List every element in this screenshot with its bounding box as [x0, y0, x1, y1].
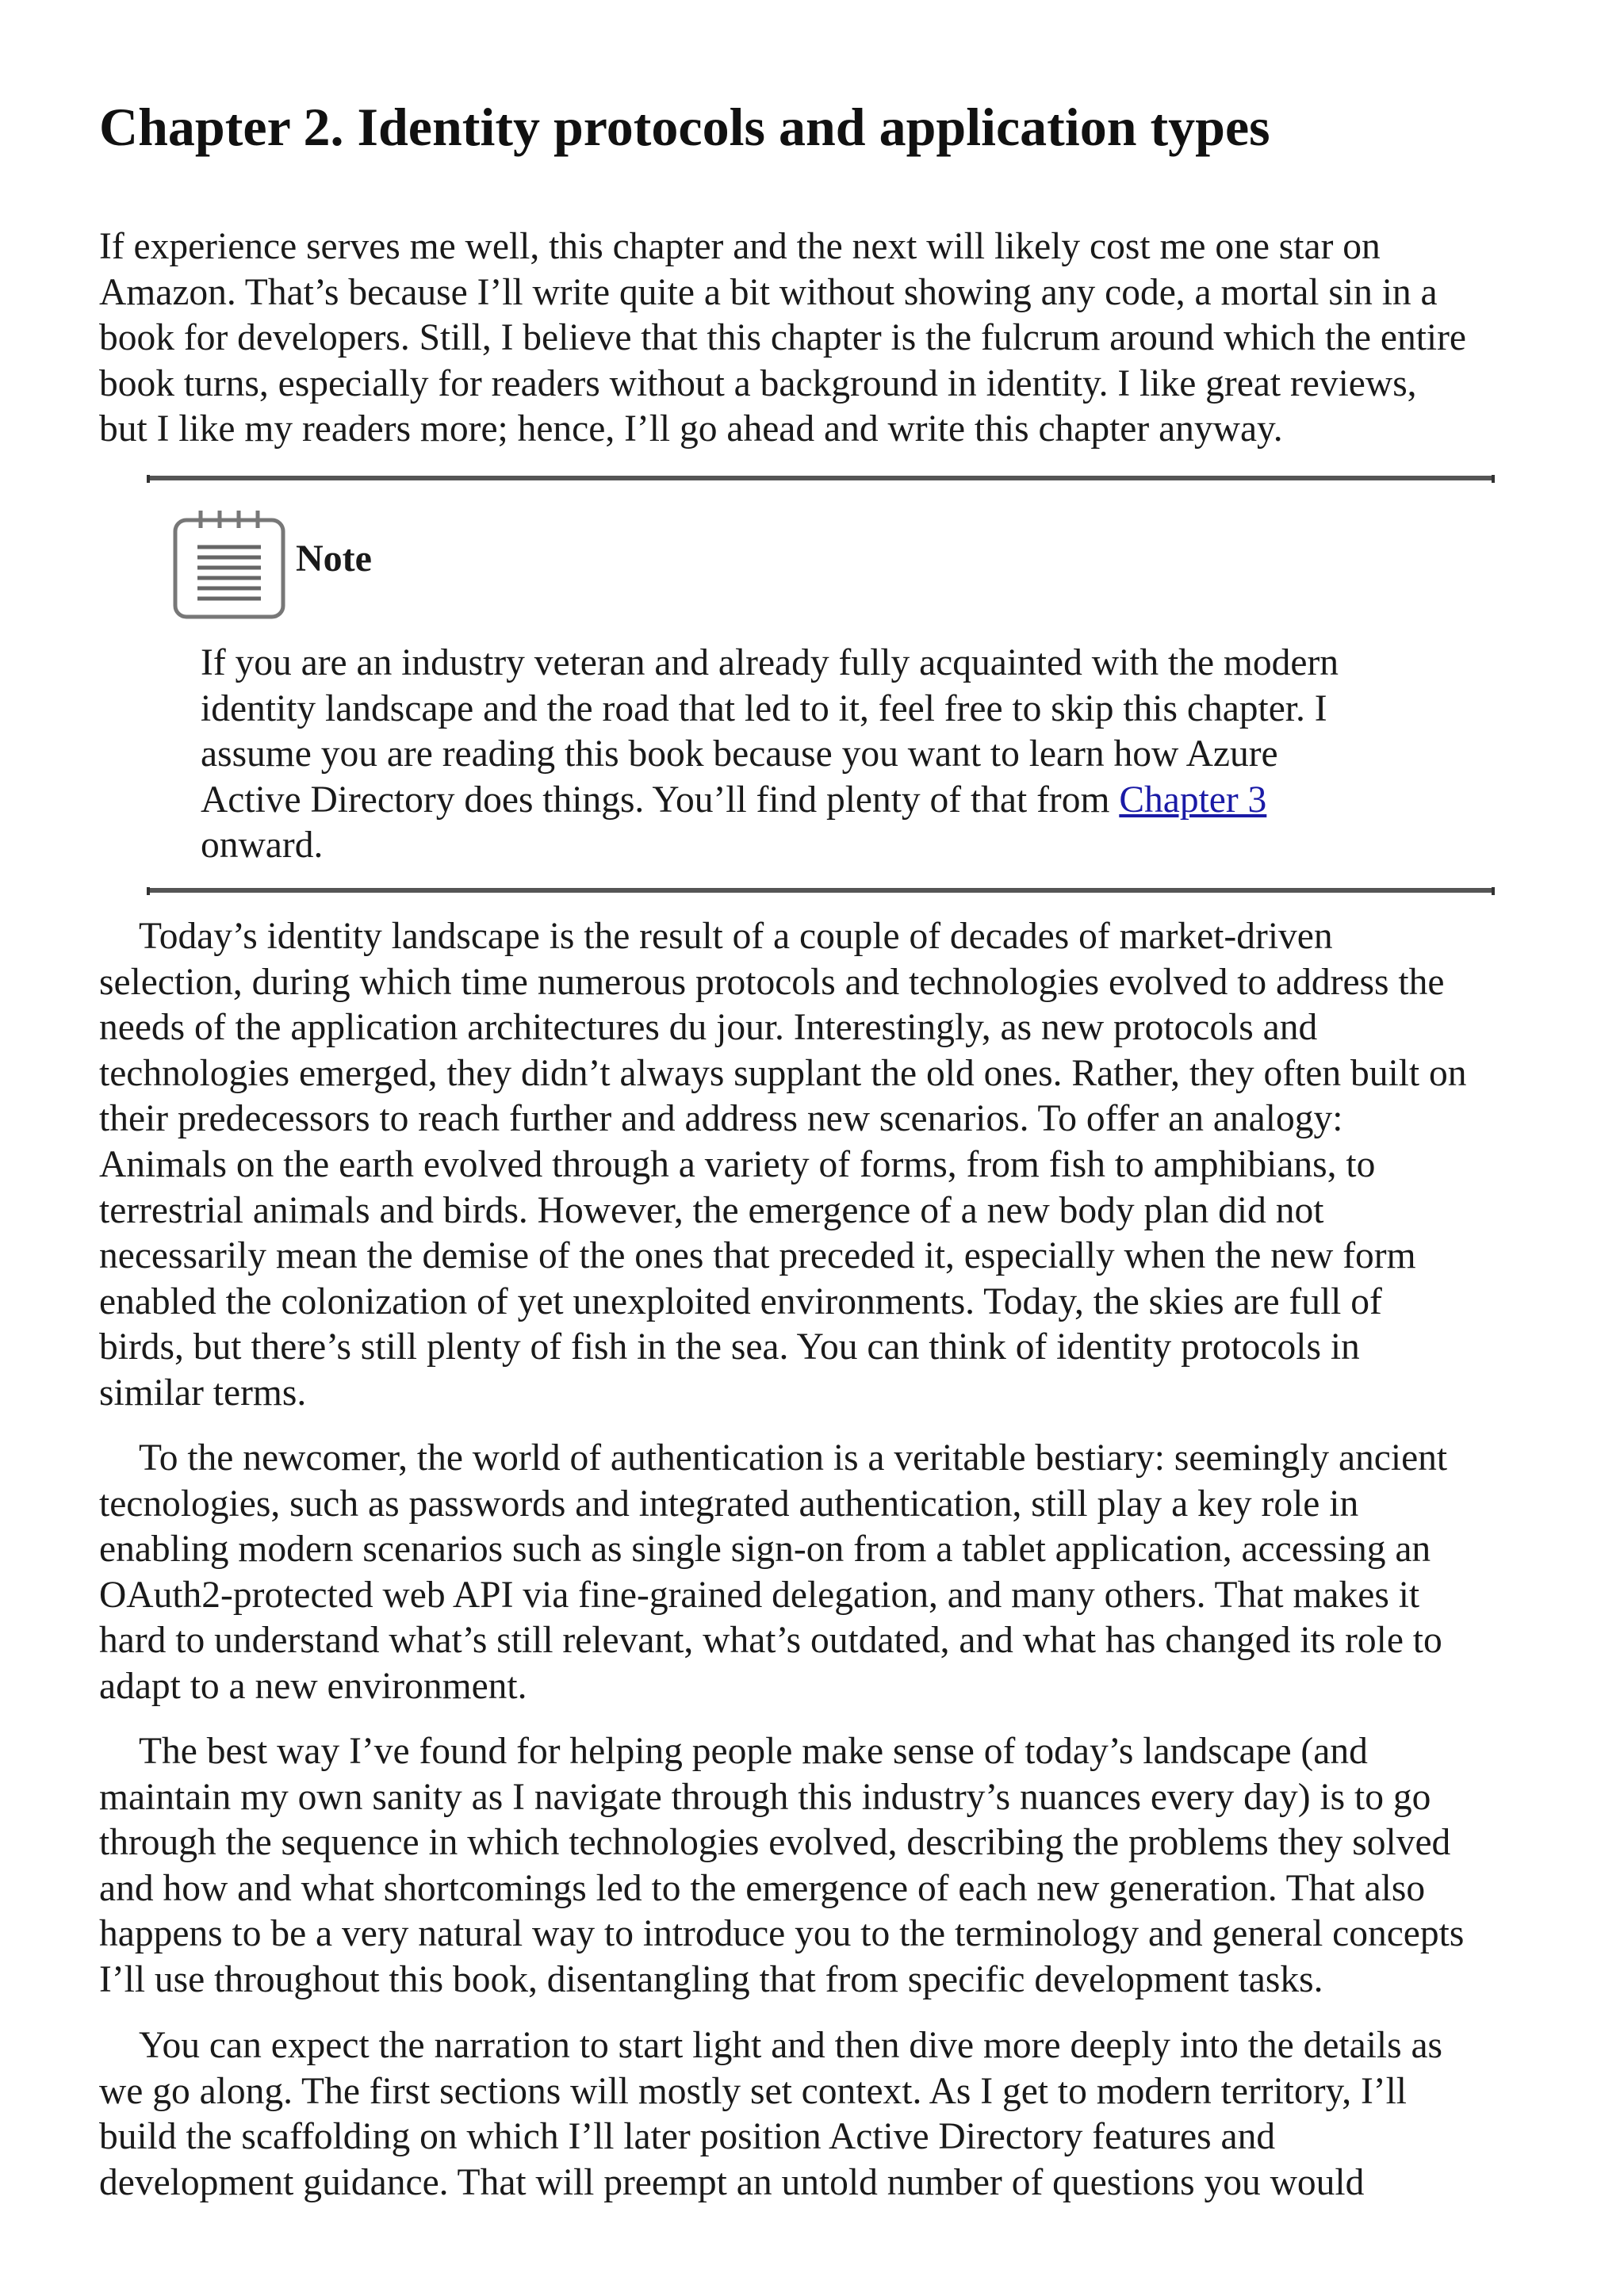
text-line: build the scaffolding on which I’ll later position Active Directory features and: [99, 2116, 1276, 2158]
text-line: I’ll use throughout this book, disentangling that from specific development tasks.: [99, 1958, 1323, 2000]
body-paragraph-4: [99, 2023, 1542, 2206]
text-line: maintain my own sanity as I navigate through this industry’s nuances every day) is to go: [99, 1776, 1431, 1818]
text-line: birds, but there’s still plenty of fish in the sea. You can think of identity protocols in: [99, 1326, 1360, 1368]
text-line: terrestrial animals and birds. However, the emergence of a new body plan did not: [99, 1189, 1324, 1231]
chapter-title: Chapter 2. Identity protocols and application types: [99, 97, 1270, 157]
text-line: book turns, especially for readers without a background in identity. I like great reviews,: [99, 362, 1417, 404]
text-line: development guidance. That will preempt an untold number of questions you would: [99, 2161, 1365, 2203]
text-line: technologies emerged, they didn’t always supplant the old ones. Rather, they often built on: [99, 1052, 1467, 1094]
text-line: hard to understand what’s still relevant, what’s outdated, and what has changed its role to: [99, 1620, 1442, 1662]
text-line: happens to be a very natural way to introduce you to the terminology and general concepts: [99, 1913, 1465, 1955]
text-line: their predecessors to reach further and address new scenarios. To offer an analogy:: [99, 1098, 1343, 1140]
chapter-3-link[interactable]: Chapter 3: [1119, 779, 1267, 821]
text-line: selection, during which time numerous protocols and technologies evolved to address the: [99, 961, 1445, 1003]
text-line: necessarily mean the demise of the ones that preceded it, especially when the new form: [99, 1235, 1416, 1277]
notepad-icon: [170, 507, 285, 622]
text-line: book for developers. Still, I believe that this chapter is the fulcrum around which the entire: [99, 317, 1467, 359]
text-line: If experience serves me well, this chapter and the next will likely cost me one star on: [99, 226, 1381, 267]
text-line: Animals on the earth evolved through a variety of forms, from fish to amphibians, to: [99, 1143, 1376, 1185]
text-line: tecnologies, such as passwords and integrated authentication, still play a key role in: [99, 1483, 1359, 1525]
text-line: Today’s identity landscape is the result of a couple of decades of market-driven: [139, 916, 1333, 957]
text-line: Amazon. That’s because I’ll write quite a bit without showing any code, a mortal sin in a: [99, 271, 1438, 313]
text-line: enabling modern scenarios such as single sign-on from a tablet application, accessing an: [99, 1529, 1431, 1571]
note-line: onward.: [201, 825, 324, 867]
text-line: similar terms.: [99, 1372, 307, 1414]
intro-paragraph: [99, 224, 1542, 453]
text-line: through the sequence in which technologies evolved, describing the problems they solved: [99, 1822, 1451, 1864]
text-line: enabled the colonization of yet unexploited environments. Today, the skies are full of: [99, 1280, 1382, 1322]
text-line: To the newcomer, the world of authentication is a veritable bestiary: seemingly ancient: [139, 1437, 1448, 1479]
note-line-text: Active Directory does things. You’ll find plenty of that from: [201, 779, 1120, 821]
text-line: we go along. The first sections will mostly set context. As I get to modern territory, I’ll: [99, 2070, 1408, 2112]
note-body: [201, 641, 1469, 869]
note-line: assume you are reading this book because you want to learn how Azure: [201, 733, 1278, 775]
note-line-with-link: [201, 778, 1469, 824]
text-line: OAuth2-protected web API via fine-grained delegation, and many others. That makes it: [99, 1574, 1420, 1616]
text-line: needs of the application architectures du jour. Interestingly, as new protocols and: [99, 1007, 1318, 1049]
text-line: but I like my readers more; hence, I’ll go ahead and write this chapter anyway.: [99, 408, 1283, 450]
note-label: Note: [296, 538, 372, 580]
body-paragraph-2: [99, 1436, 1542, 1710]
note-bottom-rule: [147, 888, 1495, 893]
note-line: identity landscape and the road that led to it, feel free to skip this chapter. I: [201, 687, 1327, 729]
note-line: If you are an industry veteran and already fully acquainted with the modern: [201, 642, 1339, 683]
text-line: adapt to a new environment.: [99, 1665, 527, 1707]
body-paragraph-3: [99, 1729, 1542, 2003]
note-top-rule: [147, 476, 1495, 480]
text-line: You can expect the narration to start light and then dive more deeply into the details as: [139, 2025, 1443, 2066]
text-line: The best way I’ve found for helping people make sense of today’s landscape (and: [139, 1731, 1368, 1772]
body-paragraph-1: [99, 914, 1542, 1417]
text-line: and how and what shortcomings led to the emergence of each new generation. That also: [99, 1867, 1426, 1909]
